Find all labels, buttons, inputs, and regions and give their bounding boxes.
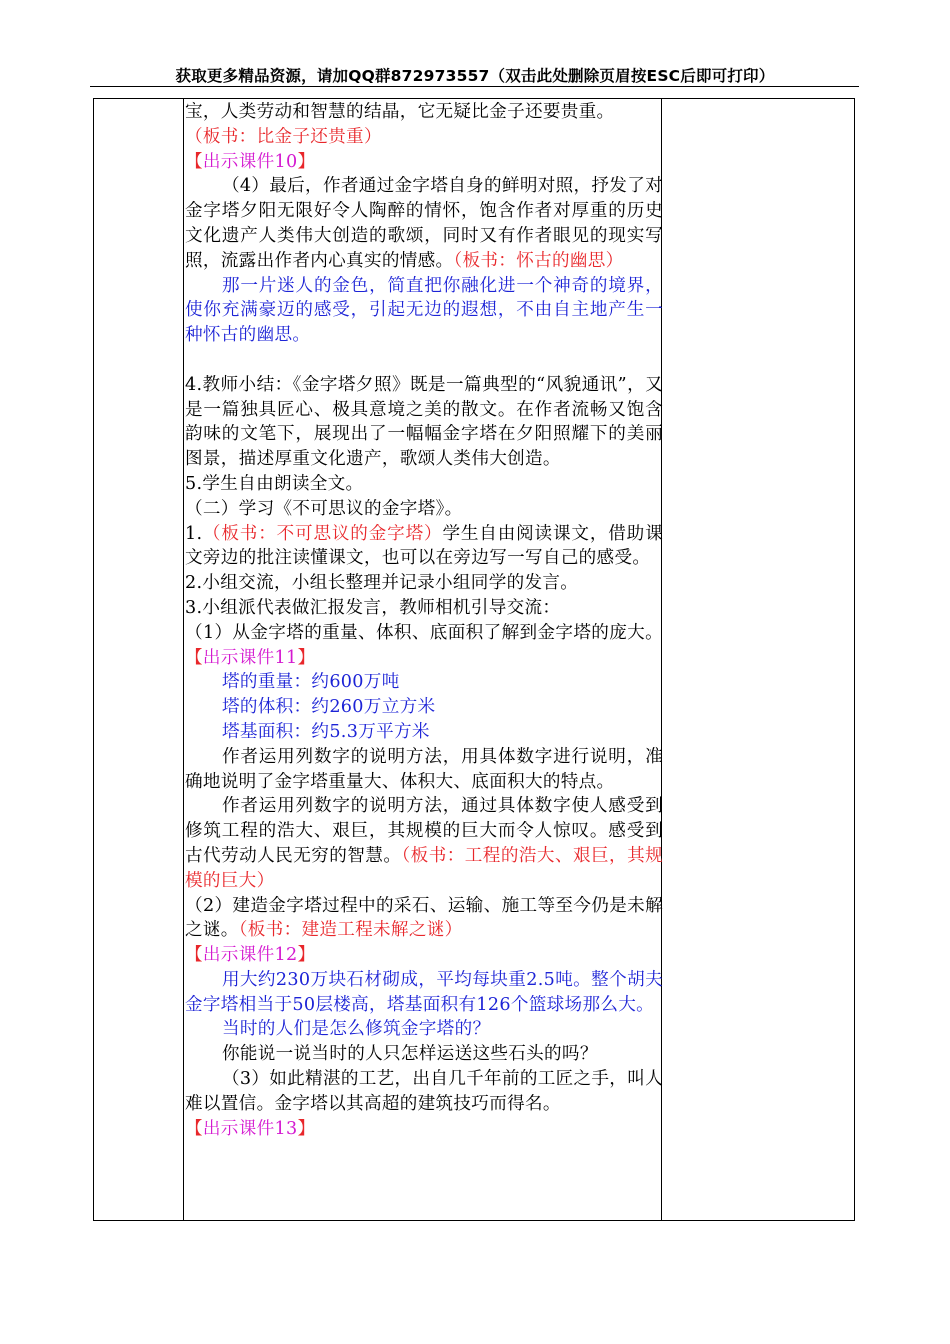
quote-golden-color: 那一片迷人的金色，简直把你融化进一个神奇的境界，使你充满豪迈的感受，引起无边的遐想，不由自主地产生一种怀古的幽思。: [185, 275, 663, 346]
table-column-divider-left: [183, 99, 184, 1220]
step-number: 1.: [185, 523, 203, 544]
question-how-built: 当时的人们是怎么修筑金字塔的？: [221, 1019, 491, 1040]
courseware-label: 出示课件13: [202, 1118, 298, 1139]
paragraph-number-method-2: [185, 794, 663, 893]
paragraph-number-method-1: 作者运用列数字的说明方法，用具体数字进行说明，准确地说明了金字塔重量大、体积大、底面积大的特点。: [185, 746, 663, 792]
bracket-close: 】: [297, 945, 316, 966]
board-note-more-precious: （板书：比金子还贵重）: [185, 126, 382, 147]
courseware-10: [185, 150, 663, 175]
bracket-close: 】: [297, 647, 316, 668]
point-3-craftsmanship: （3）如此精湛的工艺，出自几千年前的工匠之手，叫人难以置信。金字塔以其高超的建筑技巧而得名。: [185, 1069, 663, 1114]
section-2-heading: （二）学习《不可思议的金字塔》。: [185, 498, 463, 519]
courseware-label: 出示课件11: [202, 647, 298, 668]
board-note-incredible-pyramid: （板书：不可思议的金字塔）: [202, 523, 443, 544]
fact-stone-blocks: 用大约230万块石材砌成，平均每块重2.5吨。整个胡夫金字塔相当于50层楼高，塔基面积有126个篮球场那么大。: [185, 969, 663, 1015]
courseware-label: 出示课件12: [202, 945, 298, 966]
bracket-close: 】: [297, 1118, 316, 1139]
paragraph-text: （4）最后，作者通过金字塔自身的鲜明对照，抒发了对金字塔夕阳无限好令人陶醉的情怀，饱含作者对厚重的历史文化遗产人类伟大创造的歌颂，同时又有作者眼见的现实写照，流露出作者内心真实的情感。: [185, 176, 663, 271]
courseware-12: [185, 943, 663, 968]
paragraph-text: 学生自由阅读课文，借助课文旁边的批注读懂课文，也可以在旁边写一写自己的感受。: [185, 523, 663, 569]
fact-weight: 塔的重量：约600万吨: [221, 672, 400, 693]
bracket-open: 【: [185, 151, 203, 172]
step-1-reading: [185, 522, 663, 572]
paragraph-text: （2）建造金字塔过程中的采石、运输、施工等至今仍是未解之谜。: [185, 895, 663, 941]
page-header: 获取更多精品资源，请加QQ群872973557（双击此处删除页眉按ESC后即可打印）: [175, 67, 775, 85]
step-3-report: 3.小组派代表做汇报发言，教师相机引导交流：: [185, 597, 561, 618]
fact-base-area: 塔基面积：约5.3万平方米: [221, 721, 430, 742]
question-transport: 你能说一说当时的人只怎样运送这些石头的吗？: [221, 1044, 598, 1065]
board-note-grand-project: （板书：工程的浩大、艰巨，其规模的巨大）: [185, 845, 663, 891]
board-note-unsolved-mystery: （板书：建造工程未解之谜）: [238, 920, 463, 941]
step-5-reading: 5.学生自由朗读全文。: [185, 473, 364, 494]
header-divider: [90, 86, 859, 87]
point-1-size: [185, 621, 663, 671]
bracket-close: 】: [297, 151, 316, 172]
paragraph-point-4: [185, 174, 663, 273]
point-2-mystery: [185, 894, 663, 944]
step-2-group-discussion: 2.小组交流，小组长整理并记录小组同学的发言。: [185, 573, 579, 594]
bracket-open: 【: [185, 945, 203, 966]
courseware-label: 出示课件10: [202, 151, 298, 172]
paragraph-text: （1）从金字塔的重量、体积、底面积了解到金字塔的庞大。: [185, 622, 663, 643]
bracket-open: 【: [185, 647, 203, 668]
courseware-13: [185, 1117, 663, 1142]
bracket-open: 【: [185, 1118, 203, 1139]
paragraph-gold-value: 宝，人类劳动和智慧的结晶，它无疑比金子还要贵重。: [185, 102, 615, 122]
paragraph-text: 作者运用列数字的说明方法，通过具体数字使人感受到修筑工程的浩大、艰巨，其规模的巨大而令人惊叹。感受到古代劳动人民无穷的智慧。: [185, 796, 663, 866]
blank-line: [185, 348, 663, 373]
board-note-nostalgia: （板书：怀古的幽思）: [453, 250, 624, 271]
fact-volume: 塔的体积：约260万立方米: [221, 697, 436, 718]
teacher-summary: 4.教师小结：《金字塔夕照》既是一篇典型的“风貌通讯”，又是一篇独具匠心、极具意境之美的散文。在作者流畅又饱含韵味的文笔下，展现出了一幅幅金字塔在夕阳照耀下的美丽图景，描述厚重文化遗产，歌颂人类伟大创造。: [185, 374, 663, 470]
lesson-content: [185, 100, 663, 1220]
